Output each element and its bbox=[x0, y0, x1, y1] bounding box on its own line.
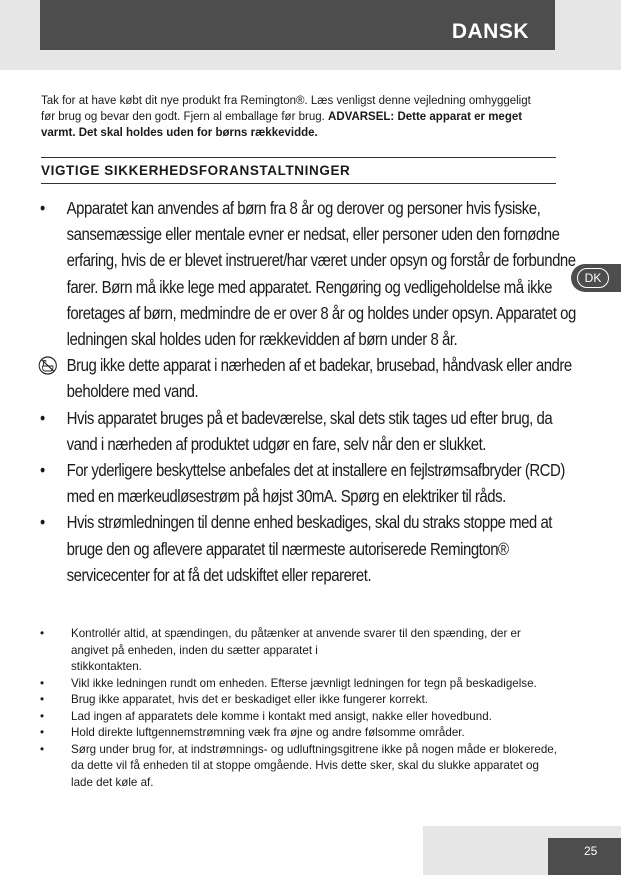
list-item bbox=[40, 457, 583, 509]
list-item bbox=[40, 626, 560, 676]
list-item bbox=[40, 509, 583, 588]
language-tab-label: DK bbox=[577, 268, 609, 288]
bullet: • bbox=[40, 693, 45, 706]
safety-list-small bbox=[40, 626, 560, 791]
bullet: • bbox=[40, 726, 45, 739]
bullet: • bbox=[40, 407, 45, 428]
bullet: • bbox=[40, 460, 45, 481]
list-item-text: Kontrollér altid, at spændingen, du påtænker at anvende svarer til den spænding, der er angivet på enheden, inden du sætter apparatet i bbox=[71, 627, 521, 657]
bullet: • bbox=[40, 676, 45, 690]
list-item-text: For yderligere beskyttelse anbefales det at installere en fejlstrømsafbryder (RCD) med en mærkeudløsestrøm på højst 30mA. Spørg en elektriker til råds. bbox=[66, 460, 565, 507]
bullet: • bbox=[40, 512, 45, 533]
intro-paragraph bbox=[41, 93, 541, 141]
section-title: VIGTIGE SIKKERHEDSFORANSTALTNINGER bbox=[41, 163, 351, 178]
list-item bbox=[40, 405, 583, 457]
list-item-text: Sørg under brug for, at indstrømnings- og udluftningsgitrene ikke på nogen måde er blokerede, da dette vil få enheden til at stoppe omgående. Hvis dette sker, skal du slukke apparatet og lade det køle af. bbox=[71, 742, 557, 789]
intro-warning: ADVARSEL: Dette apparat er meget varmt. Det skal holdes uden for børns rækkevidde. bbox=[41, 111, 523, 139]
list-item-text-continued: stikkontakten. bbox=[71, 660, 142, 673]
list-item-text: Hold direkte luftgennemstrømning væk fra øjne og andre følsomme områder. bbox=[71, 726, 465, 739]
list-item-text: Hvis strømledningen til denne enhed beskadiges, skal du straks stoppe med at bruge den og aflevere apparatet til nærmeste autoriserede Remington® servicecenter for at få det udskiftet eller repareret. bbox=[66, 512, 552, 585]
page-number: 25 bbox=[584, 844, 598, 858]
safety-list-large bbox=[40, 195, 576, 588]
bullet: • bbox=[40, 627, 45, 640]
list-item-text: Brug ikke apparatet, hvis det er beskadiget eller ikke fungerer korrekt. bbox=[71, 693, 429, 706]
list-item bbox=[40, 195, 583, 352]
language-header bbox=[40, 0, 555, 50]
list-item bbox=[40, 692, 560, 709]
page-number-box bbox=[548, 838, 621, 875]
list-item bbox=[40, 676, 560, 693]
list-item-text: Brug ikke dette apparat i nærheden af et badekar, brusebad, håndvask eller andre beholdere med vand. bbox=[66, 355, 572, 402]
list-item-text: Lad ingen af apparatets dele komme i kontakt med ansigt, nakke eller hovedbund. bbox=[71, 709, 492, 723]
list-item-text: Apparatet kan anvendes af børn fra 8 år og derover og personer hvis fysiske, sansemæssige eller mentale evner er nedsat, eller personer uden den fornødne erfaring, hvis de er blevet instrueret/har været under opsyn og forstår de forbundne farer. Børn må ikke lege med apparatet. Rengøring og vedligeholdelse må ikke foretages af børn, medmindre de er over 8 år og holdes under opsyn. Apparatet og ledningen skal holdes uden for rækkevidden af børn under 8 år. bbox=[66, 198, 576, 350]
list-item bbox=[40, 742, 560, 792]
section-rule-bottom bbox=[41, 183, 556, 184]
bullet: • bbox=[40, 198, 45, 218]
list-item-text: Hvis apparatet bruges på et badeværelse, skal dets stik tages ud efter brug, da vand i nærheden af produktet udgør en fare, selv når den er slukket. bbox=[66, 407, 553, 454]
list-item bbox=[40, 709, 560, 726]
list-item bbox=[40, 725, 560, 742]
language-label: DANSK bbox=[451, 20, 529, 43]
intro-text: Tak for at have købt dit nye produkt fra Remington®. Læs venligst denne vejledning omhyggeligt før brug og bevar den godt. Fjern al emballage før brug. bbox=[41, 95, 531, 123]
bullet: • bbox=[40, 709, 45, 723]
list-item-text: Vikl ikke ledningen rundt om enheden. Efterse jævnligt ledningen for tegn på beskadigelse. bbox=[71, 676, 537, 690]
section-rule-top bbox=[41, 157, 556, 158]
list-item bbox=[40, 352, 583, 404]
bullet: • bbox=[40, 742, 45, 756]
